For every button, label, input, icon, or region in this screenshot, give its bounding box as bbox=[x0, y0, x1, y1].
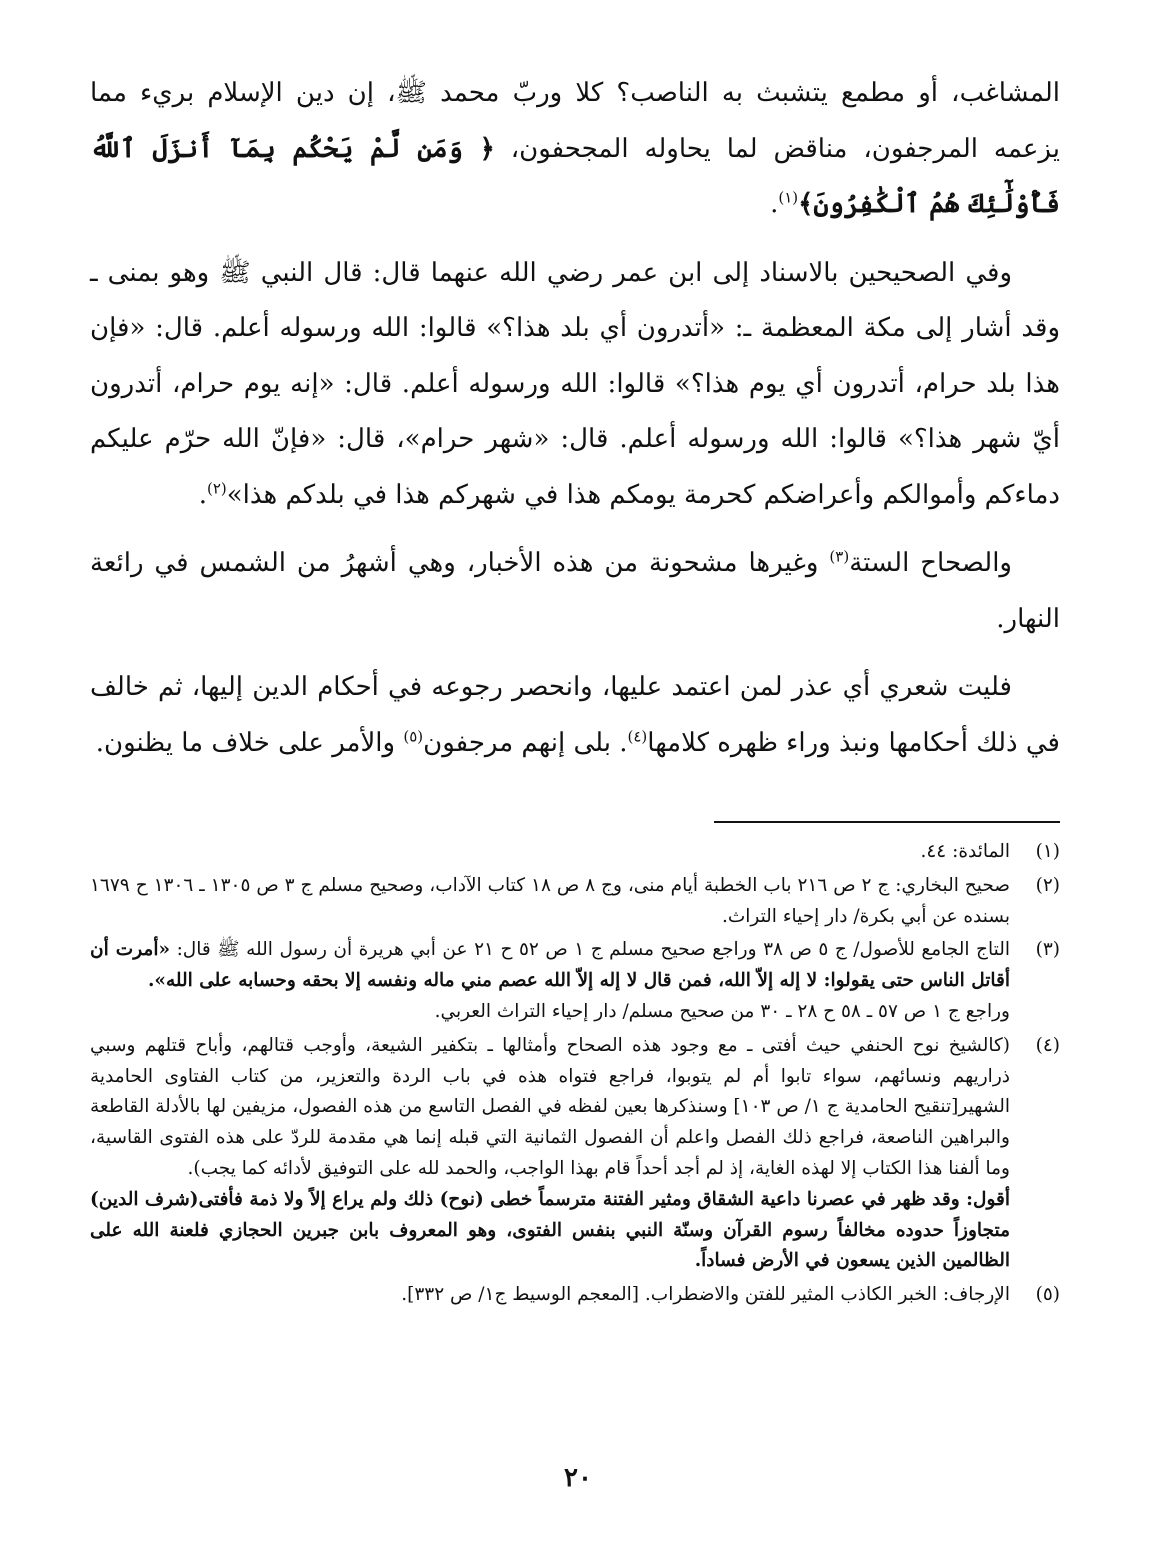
footnote-text: صحيح البخاري: ج ٢ ص ٢١٦ باب الخطبة أيام منى، وج ٨ ص ١٨ كتاب الآداب، وصحيح مسلم ج ٣ ص ١٣٠٥ ـ ١٣٠٦ ح ١٦٧٩ بسنده عن أبي بكرة/ دار إحياء التراث. bbox=[90, 874, 1010, 927]
footnote-ref-5[interactable]: (٥) bbox=[403, 726, 424, 745]
paragraph-2-text: وفي الصحيحين بالاسناد إلى ابن عمر رضي الله عنهما قال: قال النبي ﷺ وهو بمنى ـ وقد أشار إلى مكة المعظمة ـ: «أتدرون أي بلد هذا؟» قالوا: الله ورسوله أعلم. قال: «فإن هذا بلد حرام، أتدرون أي يوم هذا؟» قالوا: الله ورسوله أعلم. قال: «إنه يوم حرام، أتدرون أيّ شهر هذا؟» قالوا: الله ورسوله أعلم. قال: «شهر حرام»، قال: «فإنّ الله حرّم عليكم دماءكم وأموالكم وأعراضكم كحرمة يومكم هذا في شهركم هذا في بلدكم هذا» bbox=[90, 257, 1060, 510]
paragraph-3 bbox=[90, 536, 1060, 647]
footnote-3 bbox=[90, 935, 1060, 1027]
footnote-ref-1[interactable]: (١) bbox=[778, 188, 799, 207]
footnote-3-text-a: التاج الجامع للأصول/ ج ٥ ص ٣٨ وراجع صحيح مسلم ج ١ ص ٥٢ ح ٢١ عن أبي هريرة أن رسول الله ﷺ قال: bbox=[176, 939, 1010, 961]
page-number: ٢٠ bbox=[564, 1463, 592, 1493]
footnote-number: (١) bbox=[1035, 841, 1060, 862]
paragraph-3-text-b: وغيرها مشحونة من هذه الأخبار، وهي أشهرُ من الشمس في رائعة النهار. bbox=[90, 548, 1060, 634]
footnote-number: (٣) bbox=[1035, 939, 1060, 961]
footnote-number: (٢) bbox=[1035, 874, 1060, 896]
paragraph-2-end: . bbox=[198, 479, 207, 510]
paragraph-1-end: . bbox=[770, 189, 779, 219]
hadith-quote: «أمرت أن أقاتل الناس حتى يقولوا: لا إله إلاّ الله، فمن قال لا إله إلاّ الله عصم مني ماله ونفسه إلا بحقه وحسابه على الله». bbox=[90, 939, 1010, 992]
paragraph-1 bbox=[90, 66, 1060, 233]
paragraph-4-text-b: . بلى إنهم مرجفون bbox=[423, 727, 628, 758]
footnote-4-text-a: (كالشيخ نوح الحنفي حيث أفتى ـ مع وجود هذه الصحاح وأمثالها ـ بتكفير الشيعة، وأوجب قتالهم، وأباح قتلهم وسبي ذراريهم ونسائهم، سواء تابوا أم لم يتوبوا، فراجع فتواه هذه في باب الردة والتعزير، من كتاب الفتاوى الحامدية الشهير[تنقيح الحامدية ج ١/ ص ١٠٣] وسنذكرها بعين لفظه في الفصل التاسع من هذه الفصول، مزيفين لها بالأدلة القاطعة والبراهين الناصعة، فراجع ذلك الفصل واعلم أن الفصول الثمانية التي قبله إنما هي مقدمة للردّ على هذه الفتوى القاسية، وما ألفنا هذا الكتاب إلا لهذه الغاية، إذ لم أجد أحداً قام بهذا الواجب، والحمد لله على التوفيق لأدائه كما يجب). bbox=[90, 1034, 1010, 1179]
paragraph-4-text-c: والأمر على خلاف ما يظنون. bbox=[95, 727, 404, 758]
paragraph-3-text-a: والصحاح الستة bbox=[849, 548, 1012, 578]
footnotes bbox=[90, 837, 1060, 1311]
footnote-4-body bbox=[90, 1031, 1010, 1210]
footnote-ref-2[interactable]: (٢) bbox=[206, 478, 227, 497]
footnote-ref-4[interactable]: (٤) bbox=[627, 726, 648, 745]
main-text bbox=[90, 66, 1060, 771]
footnote-4 bbox=[90, 1031, 1060, 1277]
author-signature: (شرف الدين) bbox=[90, 1188, 199, 1210]
footnote-3-text-b: وراجع ج ١ ص ٥٧ ـ ٥٨ ح ٢٨ ـ ٣٠ من صحيح مسلم/ دار إحياء التراث العربي. bbox=[434, 1000, 1010, 1022]
paragraph-1-text: المشاغب، أو مطمع يتشبث به الناصب؟ كلا وربّ محمد ﷺ، إن دين الإسلام بريء مما يزعمه المرجفون، مناقض لما يحاوله المجحفون، bbox=[90, 78, 1060, 164]
footnote-text bbox=[90, 935, 1010, 1027]
footnote-text: المائدة: ٤٤. bbox=[920, 841, 1010, 862]
footnote-separator-wrap bbox=[90, 784, 1060, 837]
footnote-1 bbox=[90, 837, 1060, 868]
paragraph-4-text-a: فليت شعري أي عذر لمن اعتمد عليها، وانحصر رجوعه في أحكام الدين إليها، ثم خالف في ذلك أحكامها ونبذ وراء ظهره كلامها bbox=[90, 672, 1060, 758]
footnote-2 bbox=[90, 871, 1060, 933]
footnote-ref-3[interactable]: (٣) bbox=[829, 547, 850, 566]
footnote-number: (٥) bbox=[1035, 1284, 1060, 1306]
footnote-3-body bbox=[90, 935, 1010, 997]
footnote-number: (٤) bbox=[1035, 1034, 1060, 1056]
footnote-5 bbox=[90, 1280, 1060, 1311]
footnote-text: الإرجاف: الخبر الكاذب المثير للفتن والاضطراب. [المعجم الوسيط ج١/ ص ٣٣٢]. bbox=[401, 1284, 1010, 1306]
quran-verse: ﴿ وَمَن لَّمْ يَحْكُم بِمَآ أَنزَلَ ٱللَّهُ فَأُوْلَٰٓئِكَ هُمُ ٱلْكَٰفِرُونَ﴾ bbox=[90, 133, 1060, 219]
footnote-text bbox=[90, 1031, 1010, 1277]
footnote-separator bbox=[714, 821, 1060, 823]
footnote-4-text-b: أقول: وقد ظهر في عصرنا داعية الشقاق ومثير الفتنة مترسماً خطى (نوح) ذلك ولم يراع إلاً ولا ذمة فأفتى متجاوزاً حدوده مخالفاً رسوم القرآن وسنّة النبي بنفس الفتوى، وهو المعروف بابن جبرين الحجازي فلعنة الله على الظالمين الذين يسعون في الأرض فساداً. bbox=[90, 1188, 1010, 1272]
paragraph-2 bbox=[90, 246, 1060, 524]
paragraph-4 bbox=[90, 660, 1060, 771]
